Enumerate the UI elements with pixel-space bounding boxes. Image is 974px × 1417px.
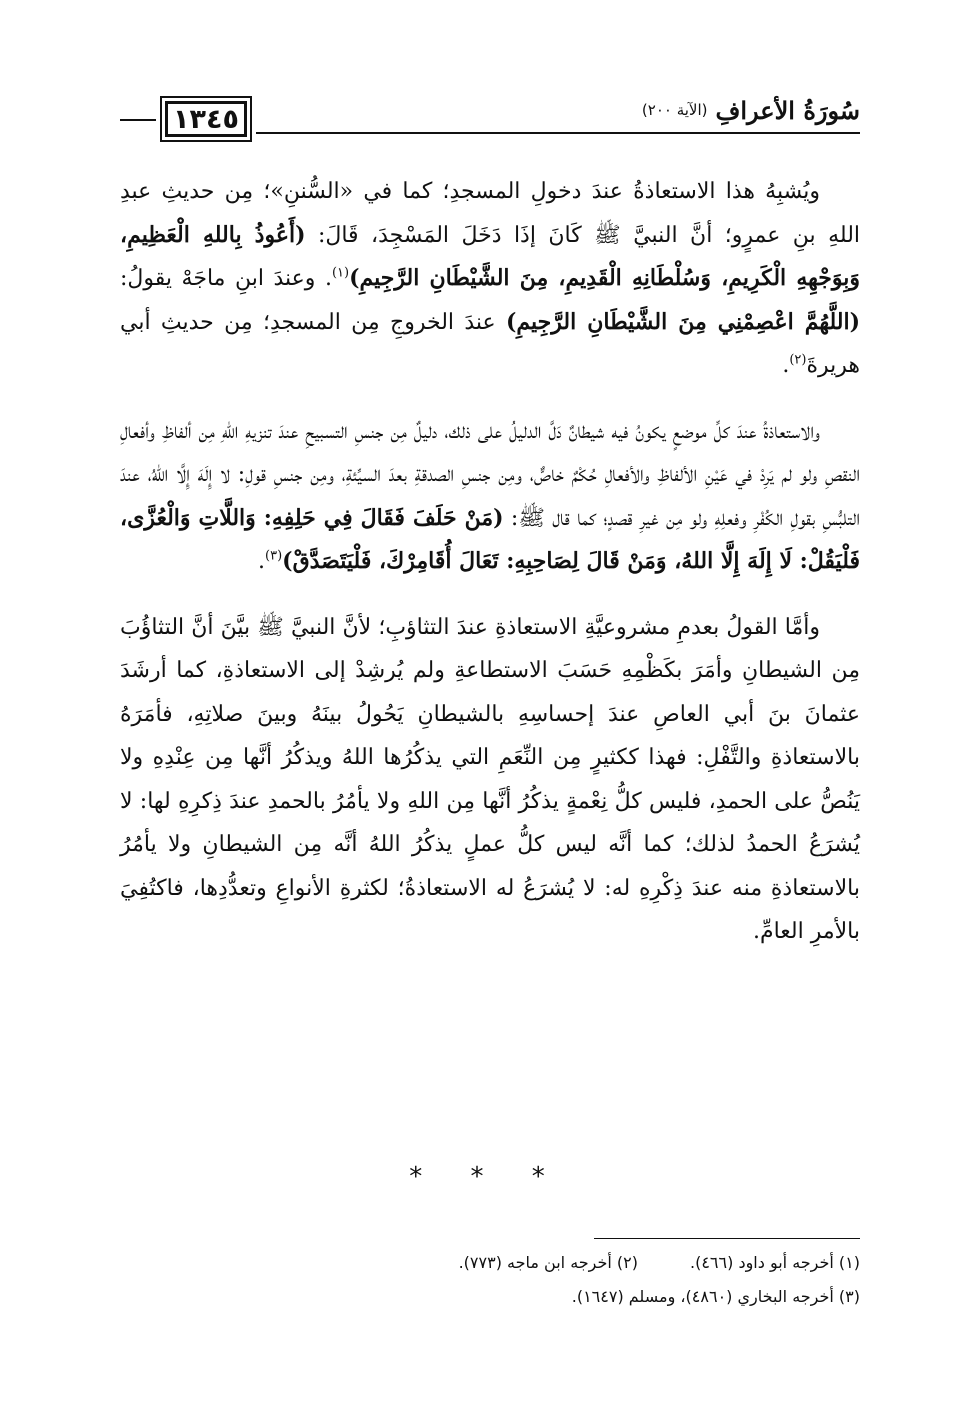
text-run: . — [782, 353, 790, 378]
header-rule-left — [120, 119, 156, 121]
footnote-divider — [594, 1238, 860, 1239]
running-title — [642, 92, 860, 128]
text-run: . — [258, 549, 266, 574]
hadith-quote: (مَنْ حَلَفَ فَقَالَ فِي حَلِفِهِ: وَاللَّاتِ وَالْعُزَّى، فَلْيَقُلْ: لَا إِلَهَ إِلَّا اللهُ، وَمَنْ قَالَ لِصَاحِبِهِ: تَعَالَ أُقَامِرْكَ، فَلْيَتَصَدَّقْ) — [120, 504, 860, 574]
hadith-quote: (أَعُوذُ بِاللهِ الْعَظِيمِ، وَبِوَجْهِهِ الْكَرِيمِ، وَسُلْطَانِهِ الْقَدِيمِ، مِنَ الشَّيْطَانِ الرَّجِيمِ) — [120, 221, 861, 291]
footnote-3: (٣) أخرجه البخاري (٤٨٦٠)، ومسلم (١٦٤٧). — [571, 1287, 860, 1306]
text-run: ويُشبِهُ هذا الاستعاذةُ عندَ دخولِ المسجدِ؛ كما في «السُّننِ»؛ مِن حديثِ عبدِ اللهِ بنِ عمرٍو؛ أنَّ النبيَّ ﷺ كَانَ إذَا دَخَلَ المَسْجِدَ، قَالَ: — [120, 179, 861, 248]
footnote-1: (١) أخرجه أبو داود (٤٦٦). — [690, 1253, 860, 1272]
surah-name: سُورَةُ الأعرافِ — [715, 95, 860, 125]
text-run: عندَ الخروجِ مِن المسجدِ؛ مِن حديثِ أبي هريرةَ — [120, 309, 860, 378]
footnote-marker: (١) — [331, 265, 350, 281]
page-number-box — [160, 96, 252, 142]
footnote-marker: (٣) — [265, 548, 283, 564]
text-run: والاستعاذةُ عندَ كلِّ موضعٍ يكونُ فيه شيطانٌ دَلَّ الدليلُ على ذلك، دليلٌ مِن جنسِ التسبيحِ عندَ تنزيهِ اللهِ مِن ألفاظِ وأفعالِ النقصِ ولو لم يَرِدْ في عَيْنِ الألفاظِ والأفعالِ حُكْمٌ خاصٌّ، ومِن جنسِ الصدقةِ بعدَ السيِّئةِ، ومِن جنسِ قولِ: لا إِلَهَ إِلَّا اللهُ، عندَ التلبُّسِ بقولِ الكُفْرِ وفعلِهِ ولو مِن غيرِ قصدٍ؛ كما قال ﷺ: — [120, 418, 860, 531]
page-header — [120, 92, 860, 154]
main-text — [120, 170, 860, 976]
section-separator: * * * — [409, 1162, 565, 1192]
text-run: وأمَّا القولُ بعدمِ مشروعيَّةِ الاستعاذةِ عندَ التثاؤبِ؛ لأنَّ النبيَّ ﷺ بيَّنَ أنَّ التثاؤُبَ مِن الشيطانِ وأمَرَ بكَظْمِهِ حَسَبَ الاستطاعةِ ولم يُرشِدْ إلى الاستعاذةِ، كما أرشَدَ عثمانَ بنَ أبي العاصِ عندَ إحساسِهِ بالشيطانِ يَحُولُ بينَهُ وبينَ صلاتِهِ، فأمَرَهُ بالاستعاذةِ والتَّفْلِ: فهذا ككثيرٍ مِن النِّعَمِ التي يذكُرُها اللهُ ويذكُرُ أنَّها مِن عِنْدِهِ ولا يَنُصُّ على الحمدِ، فليس كلُّ نِعْمةٍ يذكُرُ أنَّها مِن اللهِ ولا يأمُرُ بالحمدِ عندَ ذِكرِهِ لها: لا يُشرَعُ الحمدُ لذلك؛ كما أنَّه ليس كلُّ عملٍ يذكُرُ اللهُ أنَّه مِن الشيطانِ ولا يأمُرُ بالاستعاذةِ منه عندَ ذِكْرِهِ له: لا يُشرَعُ له الاستعاذةُ؛ لكثرةِ الأنواعِ وتعدُّدِها، فاكتُفِيَ بالأمرِ العامِّ. — [120, 614, 860, 944]
footnotes — [120, 1246, 860, 1314]
header-rule — [256, 132, 860, 134]
paragraph-2 — [120, 410, 860, 584]
page-number: ١٣٤٥ — [165, 101, 247, 137]
footnote-2: (٢) أخرجه ابن ماجه (٧٧٣). — [458, 1253, 638, 1272]
text-run: . وعندَ ابنِ ماجَهْ يقولُ: — [120, 266, 332, 291]
paragraph-3 — [120, 606, 860, 954]
ayah-reference: (الآية ٢٠٠) — [641, 101, 708, 119]
footnote-row — [120, 1246, 860, 1280]
hadith-quote: (اللَّهُمَّ اعْصِمْنِي مِنَ الشَّيْطَانِ الرَّجِيمِ) — [505, 308, 861, 335]
paragraph-1 — [120, 170, 860, 388]
footnote-marker: (٢) — [789, 352, 807, 368]
